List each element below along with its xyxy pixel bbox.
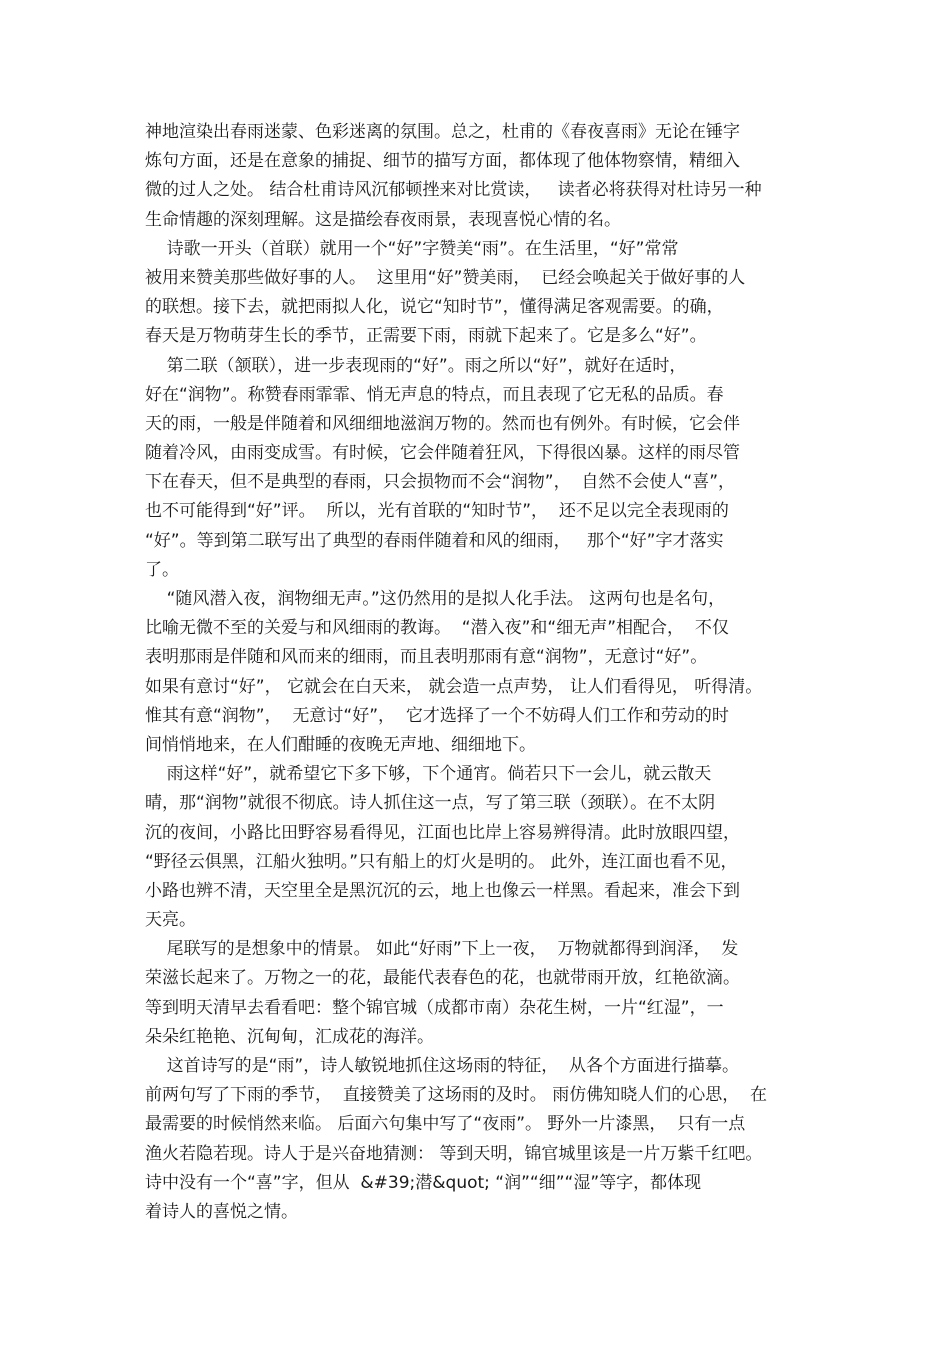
text-line: 被用来赞美那些做好事的人。 这里用“好”赞美雨， 已经会唤起关于做好事的人 bbox=[145, 267, 746, 288]
text-line: 天亮。 bbox=[145, 910, 196, 931]
text-line: 渔火若隐若现。诗人于是兴奋地猜测： 等到天明，锦官城里该是一片万紫千红吧。 bbox=[145, 1143, 763, 1164]
text-line: “随风潜入夜，润物细无声。”这仍然用的是拟人化手法。 这两句也是名句， bbox=[145, 589, 726, 609]
text-line: 微的过人之处。 结合杜甫诗风沉郁顿挫来对比赏读， 读者必将获得对杜诗另一种 bbox=[145, 180, 762, 201]
text-line: 随着冷风，由雨变成雪。有时候，它会伴随着狂风，下得很凶暴。这样的雨尽管 bbox=[145, 443, 740, 464]
text-line: 小路也辨不清，天空里全是黑沉沉的云，地上也像云一样黑。看起来，准会下到 bbox=[145, 880, 740, 901]
text-line: 尾联写的是想象中的情景。 如此“好雨”下上一夜， 万物就都得到润泽， 发 bbox=[145, 939, 739, 960]
text-line: 诗中没有一个“喜”字，但从 &#39;潜&quot; “润”“细”“湿”等字，都体现 bbox=[145, 1172, 702, 1193]
text-line: 朵朵红艳艳、沉甸甸，汇成花的海洋。 bbox=[145, 1026, 434, 1047]
document-body bbox=[145, 118, 825, 1227]
text-line: 天的雨，一般是伴随着和风细细地滋润万物的。然而也有例外。有时候，它会伴 bbox=[145, 413, 740, 434]
text-line: 前两句写了下雨的季节， 直接赞美了这场雨的及时。 雨仿佛知晓人们的心思， 在 bbox=[145, 1085, 768, 1106]
text-line: 着诗人的喜悦之情。 bbox=[145, 1201, 298, 1222]
text-line: 表明那雨是伴随和风而来的细雨，而且表明那雨有意“润物”，无意讨“好”。 bbox=[145, 647, 708, 668]
text-line: 神地渲染出春雨迷蒙、色彩迷离的氛围。总之，杜甫的《春夜喜雨》无论在锤字 bbox=[145, 122, 740, 142]
text-line: “好”。等到第二联写出了典型的春雨伴随着和风的细雨， 那个“好”字才落实 bbox=[145, 530, 724, 551]
text-line: 炼句方面，还是在意象的捕捉、细节的描写方面，都体现了他体物察情，精细入 bbox=[145, 151, 740, 172]
text-line: “野径云俱黑，江船火独明。”只有船上的灯火是明的。 此外，连江面也看不见， bbox=[145, 851, 738, 872]
text-line: 也不可能得到“好”评。 所以，光有首联的“知时节”， 还不足以完全表现雨的 bbox=[145, 501, 729, 522]
text-line: 惟其有意“润物”， 无意讨“好”， 它才选择了一个不妨碍人们工作和劳动的时 bbox=[145, 705, 729, 726]
text-line: 生命情趣的深刻理解。这是描绘春夜雨景，表现喜悦心情的名。 bbox=[145, 209, 621, 230]
text-line: 间悄悄地来，在人们酣睡的夜晚无声地、细细地下。 bbox=[145, 734, 536, 755]
text-line: 沉的夜间，小路比田野容易看得见，江面也比岸上容易辨得清。此时放眼四望， bbox=[145, 822, 740, 843]
text-line: 诗歌一开头（首联）就用一个“好”字赞美“雨”。在生活里，“好”常常 bbox=[145, 238, 679, 259]
text-line: 下在春天，但不是典型的春雨，只会损物而不会“润物”， 自然不会使人“喜”， bbox=[145, 472, 736, 493]
text-line: 晴，那“润物”就很不彻底。诗人抓住这一点，写了第三联（颈联）。在不太阴 bbox=[145, 793, 716, 814]
text-line: 如果有意讨“好”， 它就会在白天来， 就会造一点声势， 让人们看得见， 听得清。 bbox=[145, 676, 763, 697]
text-line: 这首诗写的是“雨”，诗人敏锐地抓住这场雨的特征， 从各个方面进行描摹。 bbox=[145, 1056, 740, 1076]
text-line: 最需要的时候悄然来临。 后面六句集中写了“夜雨”。 野外一片漆黑， 只有一点 bbox=[145, 1114, 746, 1135]
text-line: 雨这样“好”，就希望它下多下够，下个通宵。倘若只下一会儿，就云散天 bbox=[145, 764, 712, 785]
text-line: 好在“润物”。称赞春雨霏霏、悄无声息的特点，而且表现了它无私的品质。春 bbox=[145, 384, 724, 405]
text-line: 荣滋长起来了。万物之一的花，最能代表春色的花，也就带雨开放，红艳欲滴。 bbox=[145, 968, 740, 989]
text-line: 的联想。接下去，就把雨拟人化，说它“知时节”，懂得满足客观需要。的确， bbox=[145, 297, 724, 318]
text-line: 比喻无微不至的关爱与和风细雨的教诲。 “潜入夜”和“细无声”相配合， 不仅 bbox=[145, 618, 729, 639]
text-line: 等到明天清早去看看吧：整个锦官城（成都市南）杂花生树，一片“红湿”，一 bbox=[145, 997, 724, 1018]
text-line: 第二联（颔联），进一步表现雨的“好”。雨之所以“好”，就好在适时， bbox=[145, 355, 687, 376]
text-line: 了。 bbox=[145, 559, 179, 580]
text-line: 春天是万物萌芽生长的季节，正需要下雨，雨就下起来了。它是多么“好”。 bbox=[145, 326, 707, 347]
